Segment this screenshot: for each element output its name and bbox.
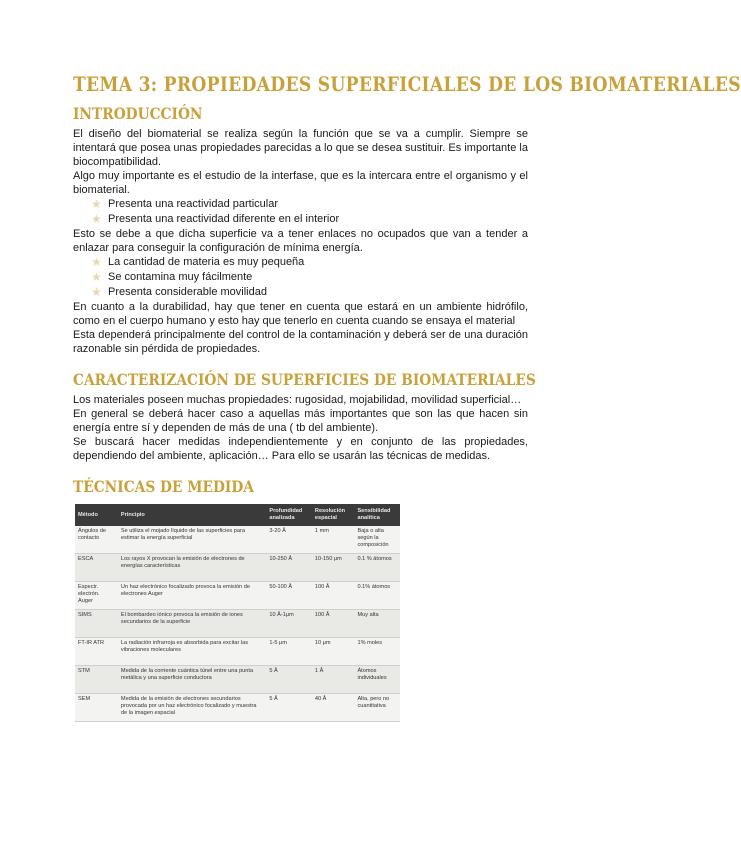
bullet-list-1 — [73, 197, 528, 227]
table-row: FT-IR ATR La radiación infrarroja es absorbida para excitar las vibraciones moleculares 1-5 μm 10 μm 1% moles — [75, 638, 400, 666]
list-item: ★ Presenta considerable movilidad — [91, 285, 267, 299]
list-item: ★ Presenta una reactividad particular — [91, 197, 278, 211]
intro-paragraph-2: Algo muy importante es el estudio de la interfase, que es la intercara entre el organismo y el biomaterial. — [73, 170, 528, 196]
star-bullet-icon: ★ — [91, 285, 102, 299]
list-item: ★ La cantidad de materia es muy pequeña — [91, 255, 305, 269]
intro-paragraph-3: Esto se debe a que dicha superficie va a tener enlaces no ocupados que van a tender a enlazar para conseguir la configuración de mínima energía. — [73, 228, 528, 254]
intro-paragraph-4: En cuanto a la durabilidad, hay que tener en cuenta que estará en un ambiente hidrófilo, como en el cuerpo humano y esto hay que tenerlo en cuenta cuando se ensaya el material — [73, 301, 528, 327]
caracterizacion-heading: CARACTERIZACIÓN DE SUPERFICIES DE BIOMATERIALES — [73, 370, 536, 389]
intro-paragraph-1: El diseño del biomaterial se realiza según la función que se va a cumplir. Siempre se intentará que posea unas propiedades parecidas a lo que se desea sustituir. Es importante la biocompatibilidad. — [73, 128, 528, 168]
caract-paragraph-1: Los materiales poseen muchas propiedades: rugosidad, mojabilidad, movilidad superficial… — [73, 394, 522, 406]
bullet-list-2 — [73, 255, 528, 300]
table-row: Espectr. electrón. Auger Un haz electrónico focalizado provoca la emisión de electrones Auger 50-100 Å 100 Å 0.1% átomos — [75, 582, 400, 610]
table-row: ESCA Los rayos X provocan la emisión de electrones de energías características 10-250 Å 10-150 μm 0.1 % átomos — [75, 554, 400, 582]
table-header: Principio — [118, 504, 266, 526]
table-header: Método — [75, 504, 118, 526]
star-bullet-icon: ★ — [91, 270, 102, 284]
document-page — [73, 72, 741, 722]
table-header: Sensibilidad analítica — [354, 504, 400, 526]
list-item: ★ Presenta una reactividad diferente en el interior — [91, 212, 340, 226]
techniques-table — [75, 504, 400, 722]
star-bullet-icon: ★ — [91, 197, 102, 211]
tecnicas-heading: TÉCNICAS DE MEDIDA — [73, 477, 254, 496]
intro-paragraph-5: Esta dependerá principalmente del control de la contaminación y deberá ser de una duración razonable sin pérdida de propiedades. — [73, 329, 528, 355]
intro-heading: INTRODUCCIÓN — [73, 104, 203, 123]
list-item: ★ Se contamina muy fácilmente — [91, 270, 253, 284]
table-row: SIMS El bombardeo iónico provoca la emisión de iones secundarios de la superficie 10 Å-1μm 100 Å Muy alta — [75, 610, 400, 638]
table-row: SEM Medida de la emisión de electrones secundarios provocada por un haz electrónico focalizado y muestra de la imagen espacial 5 Å 40 Å Alta, pero no cuantitativa — [75, 694, 400, 722]
table-header: Resolución espacial — [312, 504, 355, 526]
table-header: Profundidad analizada — [266, 504, 312, 526]
table-row: Ángulos de contacto Se utiliza el mojado líquido de las superficies para estimar la energía superficial 3-20 Å 1 mm Baja o alta según la composición — [75, 526, 400, 554]
table-row: STM Medida de la corriente cuántica túnel entre una punta metálica y una superficie conductora 5 Å 1 Å Átomos individuales — [75, 666, 400, 694]
caract-paragraph-2: En general se deberá hacer caso a aquellas más importantes que son las que hacen sin energía entre sí y dependen de más de una ( tb del ambiente). — [73, 408, 528, 434]
star-bullet-icon: ★ — [91, 212, 102, 226]
document-title: TEMA 3: PROPIEDADES SUPERFICIALES DE LOS BIOMATERIALES — [73, 72, 741, 96]
caract-paragraph-3: Se buscará hacer medidas independientemente y en conjunto de las propiedades, dependiendo del ambiente, aplicación… Para ello se usarán las técnicas de medidas. — [73, 436, 528, 462]
star-bullet-icon: ★ — [91, 255, 102, 269]
